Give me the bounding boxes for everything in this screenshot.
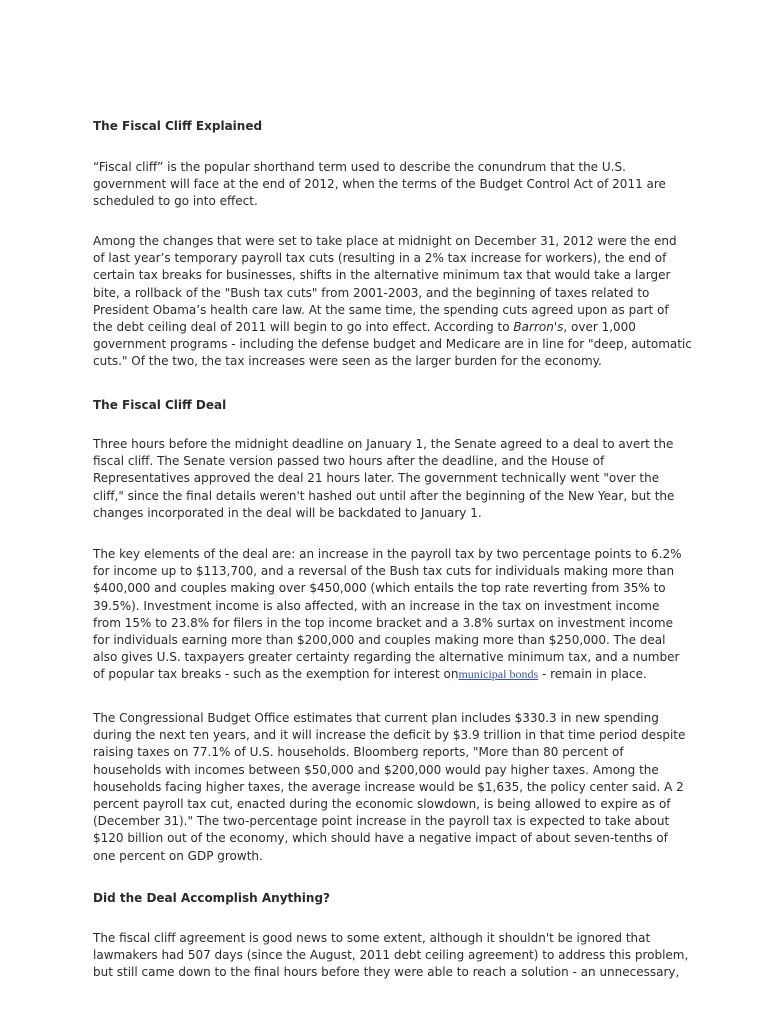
section-heading-fiscal-cliff-explained: The Fiscal Cliff Explained (93, 119, 263, 133)
text-line: cuts." Of the two, the tax increases were seen as the larger burden for the economy. (93, 354, 602, 369)
text-line: $400,000 and couples making over $450,000 (which entails the top rate reverting from 35% to (93, 581, 666, 596)
text-line: lawmakers had 507 days (since the August, 2011 debt ceiling agreement) to address this problem, (93, 948, 689, 963)
text-line (93, 666, 683, 683)
paragraph-deal-key-elements (93, 546, 683, 684)
text-line: for individuals earning more than $200,000 and couples making more than $250,000. The deal (93, 633, 666, 648)
text-fragment: - remain in place. (538, 667, 647, 682)
paragraph-cbo-estimates (93, 710, 686, 865)
text-line: government will face at the end of 2012, when the terms of the Budget Control Act of 2011 are (93, 177, 666, 192)
text-line: The fiscal cliff agreement is good news to some extent, although it shouldn't be ignored that (93, 931, 651, 945)
text-line: one percent on GDP growth. (93, 848, 263, 863)
text-line: households facing higher taxes, the average increase would be $1,635, the policy center said. A 2 (93, 779, 684, 794)
text-line: of last year’s temporary payroll tax cuts (resulting in a 2% tax increase for workers), the end of (93, 251, 667, 266)
paragraph-deal-timeline (93, 436, 683, 522)
text-line: during the next ten years, and it will increase the deficit by $3.9 trillion in that time period despite (93, 728, 686, 743)
text-line: (December 31)." The two-percentage point increase in the payroll tax is expected to take about (93, 814, 670, 829)
section-heading-deal-accomplish: Did the Deal Accomplish Anything? (93, 891, 331, 905)
text-line: also gives U.S. taxpayers greater certainty regarding the alternative minimum tax, and a number (93, 650, 680, 665)
text-line: President Obama’s health care law. At the same time, the spending cuts agreed upon as part of (93, 302, 669, 317)
paragraph-scheduled-changes (93, 233, 692, 371)
text-line: The Congressional Budget Office estimates that current plan includes $330.3 in new spending (93, 711, 659, 725)
text-line: “Fiscal cliff” is the popular shorthand term used to describe the conundrum that the U.S. (93, 160, 626, 174)
text-line: households with incomes between $50,000 and $200,000 would pay higher taxes. Among the (93, 762, 659, 777)
text-fragment: the debt ceiling deal of 2011 will begin to go into effect. According to (93, 320, 514, 335)
text-line: Three hours before the midnight deadline on January 1, the Senate agreed to a deal to avert the (93, 437, 674, 451)
text-line: for income up to $113,700, and a reversal of the Bush tax cuts for individuals making more than (93, 564, 675, 579)
text-line: 39.5%). Investment income is also affected, with an increase in the tax on investment income (93, 598, 660, 613)
text-line: fiscal cliff. The Senate version passed two hours after the deadline, and the House of (93, 454, 605, 469)
text-line: raising taxes on 77.1% of U.S. households. Bloomberg reports, "More than 80 percent of (93, 745, 624, 760)
paragraph-agreement-assessment (93, 930, 689, 982)
text-line: changes incorporated in the deal will be backdated to January 1. (93, 505, 482, 520)
text-line: Representatives approved the deal 21 hours later. The government technically went "over the (93, 471, 660, 486)
text-line: but still came down to the final hours before they were able to reach a solution - an unnecessary, (93, 965, 680, 980)
text-line: scheduled to go into effect. (93, 194, 258, 209)
text-line: The key elements of the deal are: an increase in the payroll tax by two percentage points to 6.2% (93, 547, 682, 561)
text-line: percent payroll tax cut, enacted during the economic slowdown, is being allowed to expire as of (93, 797, 671, 812)
text-line: from 15% to 23.8% for filers in the top income bracket and a 3.8% surtax on investment income (93, 615, 673, 630)
text-line: $120 billion out of the economy, which should have a negative impact of about seven-tenths of (93, 831, 668, 846)
text-fragment: , over 1,000 (563, 320, 636, 335)
paragraph-fiscal-cliff-definition (93, 159, 683, 211)
text-line (93, 319, 683, 336)
text-line: Among the changes that were set to take place at midnight on December 31, 2012 were the end (93, 234, 677, 248)
text-fragment: of popular tax breaks - such as the exemption for interest on (93, 667, 459, 682)
text-line: cliff," since the final details weren't hashed out until after the beginning of the New Year, but the (93, 488, 675, 503)
text-line: bite, a rollback of the "Bush tax cuts" from 2001-2003, and the beginning of taxes related to (93, 285, 650, 300)
section-heading-fiscal-cliff-deal: The Fiscal Cliff Deal (93, 398, 227, 412)
italic-source-name: Barron's (513, 320, 564, 335)
municipal-bonds-link[interactable]: municipal bonds (458, 667, 539, 682)
text-line: government programs - including the defense budget and Medicare are in line for "deep, automatic (93, 337, 692, 352)
text-line: certain tax breaks for businesses, shifts in the alternative minimum tax that would take a larger (93, 268, 671, 283)
